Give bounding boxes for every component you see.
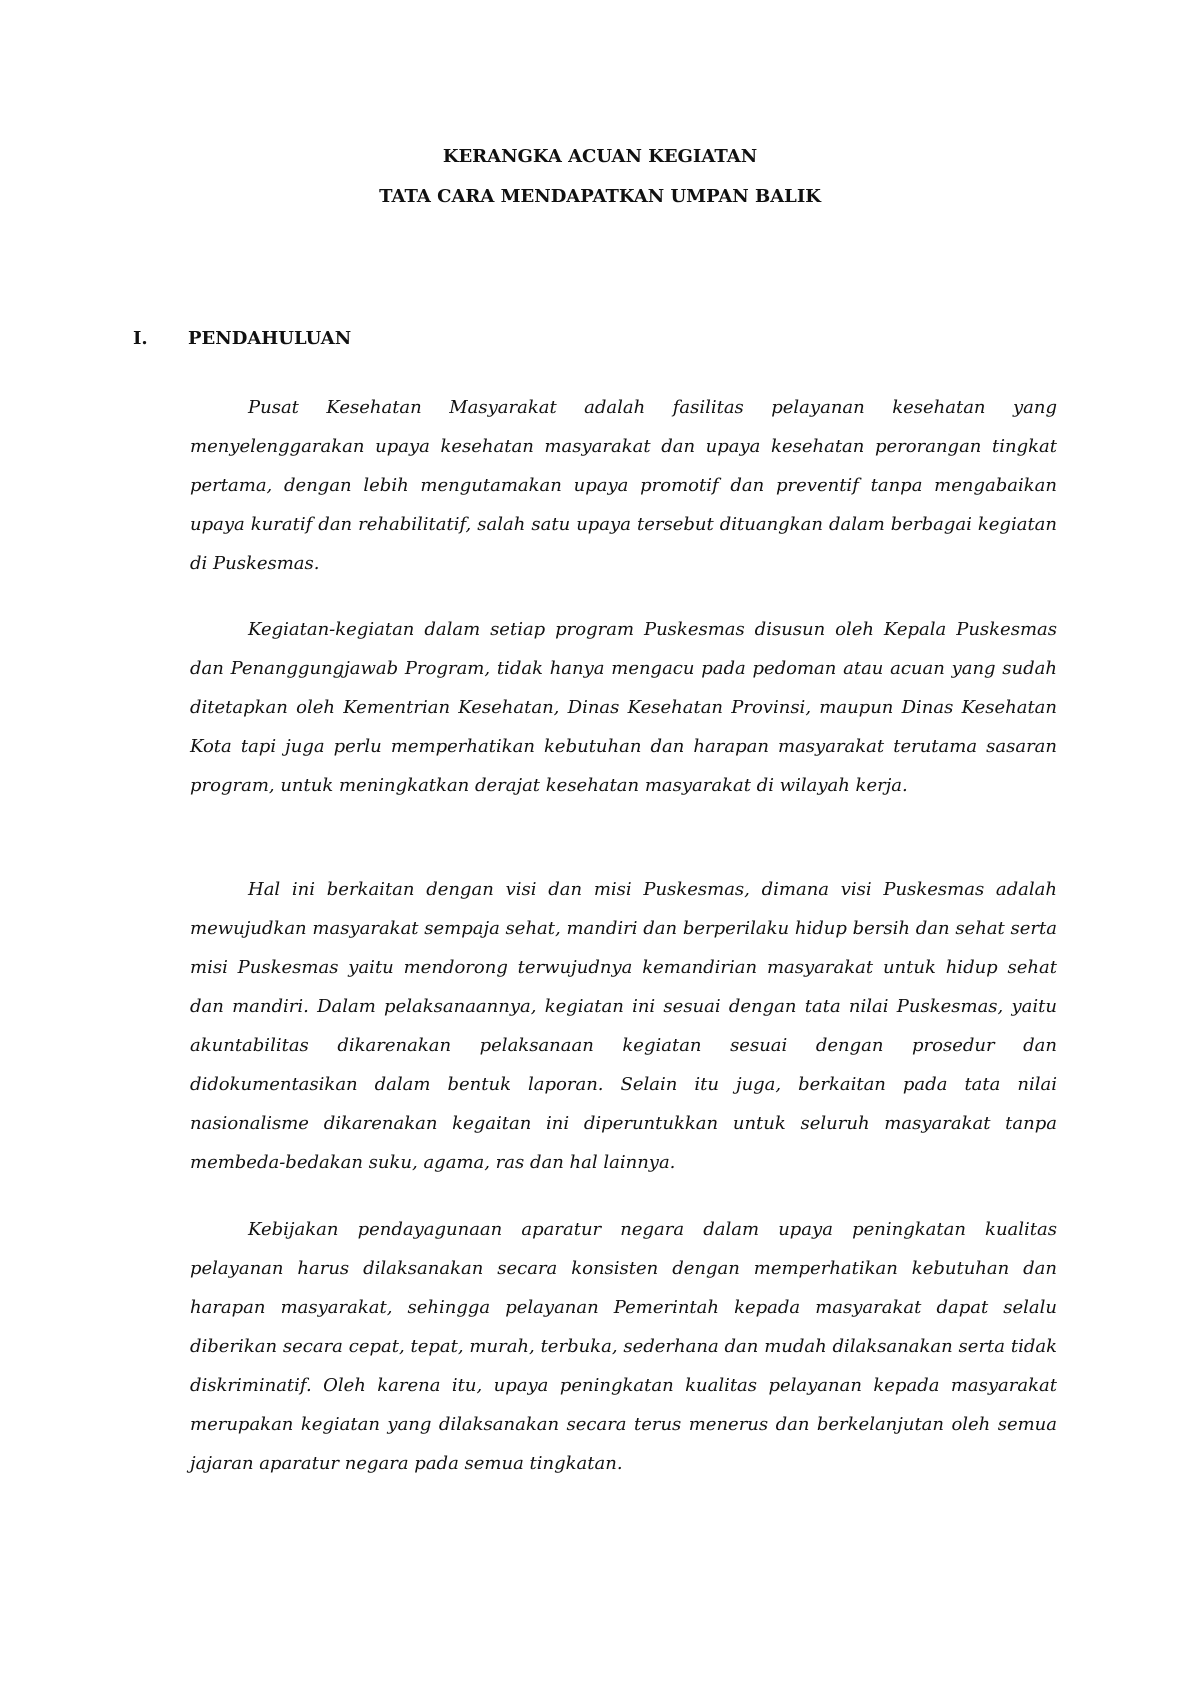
paragraph-2: Kegiatan-kegiatan dalam setiap program Puskesmas disusun oleh Kepala Puskesmas dan Penanggungjawab Program, tidak hanya mengacu pada pedoman atau acuan yang sudah ditetapkan oleh Kementrian Kesehatan, Dinas Kesehatan Provinsi, maupun Dinas Kesehatan Kota tapi juga perlu memperhatikan kebutuhan dan harapan masyarakat terutama sasaran program, untuk meningkatkan derajat kesehatan masyarakat di wilayah kerja.	[190, 619, 1057, 796]
document-subtitle: TATA CARA MENDAPATKAN UMPAN BALIK	[379, 186, 821, 207]
paragraph-4: Kebijakan pendayagunaan aparatur negara dalam upaya peningkatan kualitas pelayanan harus dilaksanakan secara konsisten dengan memperhatikan kebutuhan dan harapan masyarakat, sehingga pelayanan Pemerintah kepada masyarakat dapat selalu diberikan secara cepat, tepat, murah, terbuka, sederhana dan mudah dilaksanakan serta tidak diskriminatif. Oleh karena itu, upaya peningkatan kualitas pelayanan kepada masyarakat merupakan kegiatan yang dilaksanakan secara terus menerus dan berkelanjutan oleh semua jajaran aparatur negara pada semua tingkatan.	[190, 1219, 1057, 1474]
document-title: KERANGKA ACUAN KEGIATAN	[442, 146, 758, 167]
section-number: I.	[133, 328, 148, 349]
paragraph-3: Hal ini berkaitan dengan visi dan misi Puskesmas, dimana visi Puskesmas adalah mewujudkan masyarakat sempaja sehat, mandiri dan berperilaku hidup bersih dan sehat serta misi Puskesmas yaitu mendorong terwujudnya kemandirian masyarakat untuk hidup sehat dan mandiri. Dalam pelaksanaannya, kegiatan ini sesuai dengan tata nilai Puskesmas, yaitu akuntabilitas dikarenakan pelaksanaan kegiatan sesuai dengan prosedur dan didokumentasikan dalam bentuk laporan. Selain itu juga, berkaitan pada tata nilai nasionalisme dikarenakan kegaitan ini diperuntukkan untuk seluruh masyarakat tanpa membeda-bedakan suku, agama, ras dan hal lainnya.	[190, 879, 1057, 1173]
paragraph-1: Pusat Kesehatan Masyarakat adalah fasilitas pelayanan kesehatan yang menyelenggarakan upaya kesehatan masyarakat dan upaya kesehatan perorangan tingkat pertama, dengan lebih mengutamakan upaya promotif dan preventif tanpa mengabaikan upaya kuratif dan rehabilitatif, salah satu upaya tersebut dituangkan dalam berbagai kegiatan di Puskesmas.	[190, 397, 1057, 574]
section-heading	[133, 328, 351, 349]
section-title: PENDAHULUAN	[188, 328, 352, 349]
